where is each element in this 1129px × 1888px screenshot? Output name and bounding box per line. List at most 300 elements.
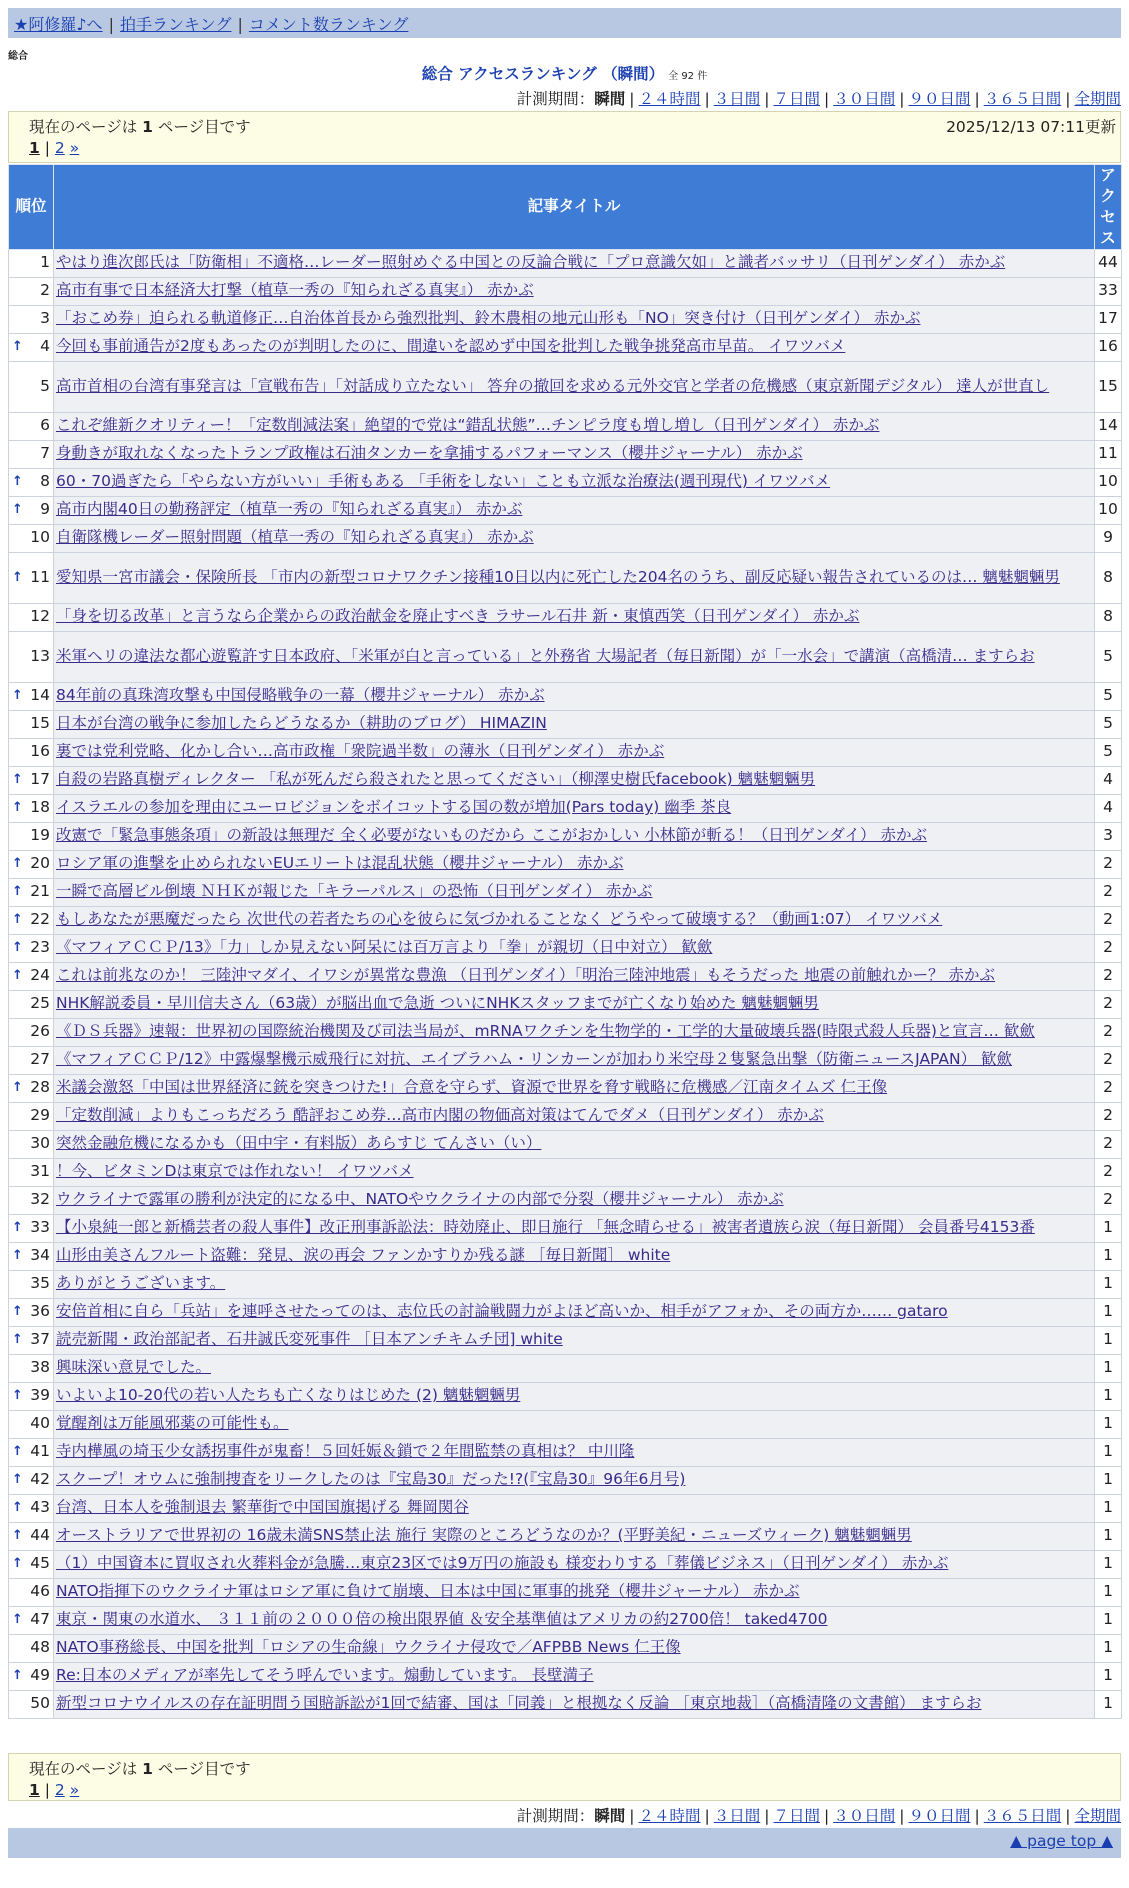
rank-cell [9, 738, 54, 766]
access-count: 5 [1095, 682, 1122, 710]
period-link[interactable]: ３０日間 [833, 90, 896, 108]
access-count: 8 [1095, 552, 1122, 603]
period-separator: | [974, 1807, 980, 1825]
access-count: 4 [1095, 794, 1122, 822]
article-title-link[interactable]: これは前兆なのか！ 三陸沖マダイ、イワシが異常な豊漁 （日刊ゲンダイ）「明治三陸沖地震」もそうだった 地震の前触れかー？ 赤かぶ [56, 966, 996, 985]
period-link[interactable]: 全期間 [1074, 90, 1121, 108]
rank-number: 43 [30, 1498, 50, 1517]
access-count: 5 [1095, 631, 1122, 682]
table-row [9, 603, 1122, 631]
title-cell [54, 440, 1095, 468]
article-title-link[interactable]: 自殺の岩路真樹ディレクター 「私が死んだら殺されたと思ってください」（柳澤史樹氏facebook) 魑魅魍魎男 [56, 770, 816, 789]
article-title-link[interactable]: 台湾、日本人を強制退去 繁華街で中国国旗掲げる 舞岡関谷 [56, 1498, 469, 1517]
access-count: 1 [1095, 1466, 1122, 1494]
access-count: 2 [1095, 906, 1122, 934]
title-cell [54, 934, 1095, 962]
table-header-row [9, 165, 1122, 250]
article-title-link[interactable]: 読売新聞・政治部記者、石井誠氏変死事件 ［日本アンチキムチ団] white [56, 1330, 563, 1349]
access-count: 3 [1095, 822, 1122, 850]
page-top-link[interactable]: ▲ page top ▲ [1010, 1832, 1113, 1850]
table-row [9, 1494, 1122, 1522]
article-title-link[interactable]: NHK解説委員・早川信夫さん（63歳）が脳出血で急逝 ついにNHKスタッフまでが亡くなり始めた 魑魅魍魎男 [56, 994, 819, 1013]
table-row [9, 1690, 1122, 1718]
period-link[interactable]: ７日間 [773, 1807, 820, 1825]
access-count: 2 [1095, 1186, 1122, 1214]
clap-ranking-link[interactable]: 拍手ランキング [119, 15, 232, 34]
title-cell [54, 738, 1095, 766]
article-title-link[interactable]: 高市首相の台湾有事発言は「宣戦布告」「対話成り立たない」 答弁の撤回を求める元外交官と学者の危機感（東京新聞デジタル） 達人が世直し [56, 376, 1050, 395]
article-title-link[interactable]: 興味深い意見でした。 [56, 1358, 212, 1377]
rank-number: 5 [40, 376, 50, 395]
access-count: 2 [1095, 1102, 1122, 1130]
article-title-link[interactable]: イスラエルの参加を理由にユーロビジョンをボイコットする国の数が増加(Pars today) 幽季 茶良 [56, 798, 732, 817]
title-cell [54, 1018, 1095, 1046]
table-row [9, 710, 1122, 738]
pager-box-bottom [8, 1753, 1121, 1801]
period-separator: | [704, 1807, 710, 1825]
rank-number: 7 [40, 444, 50, 463]
rank-number: 50 [30, 1694, 50, 1713]
title-cell [54, 1102, 1095, 1130]
access-count: 2 [1095, 990, 1122, 1018]
access-count: 1 [1095, 1214, 1122, 1242]
rank-cell [9, 794, 54, 822]
article-title-link[interactable]: ウクライナで露軍の勝利が決定的になる中、NATOやウクライナの内部で分裂（櫻井ジャーナル） 赤かぶ [56, 1190, 784, 1209]
article-title-link[interactable]: NATO指揮下のウクライナ軍はロシア軍に負けて崩壊、日本は中国に軍事的挑発（櫻井ジャーナル） 赤かぶ [56, 1582, 800, 1601]
table-row [9, 766, 1122, 794]
table-row [9, 1410, 1122, 1438]
title-cell [54, 305, 1095, 333]
period-selector-top [517, 87, 1121, 109]
rank-cell [9, 1662, 54, 1690]
rank-number: 33 [30, 1218, 50, 1237]
title-cell [54, 766, 1095, 794]
rank-cell [9, 1326, 54, 1354]
access-count: 1 [1095, 1494, 1122, 1522]
page-1-current: 1 [29, 1781, 40, 1799]
rank-cell [9, 1494, 54, 1522]
rank-cell [9, 440, 54, 468]
rank-cell [9, 468, 54, 496]
period-selector-bottom [517, 1804, 1121, 1826]
rank-number: 12 [30, 607, 50, 626]
up-arrow-icon: ↑ [12, 856, 23, 872]
up-arrow-icon: ↑ [12, 502, 23, 518]
title-cell [54, 333, 1095, 361]
rank-cell [9, 1102, 54, 1130]
article-title-link[interactable]: 裏では党利党略、化かし合い…高市政権「衆院過半数」の薄氷（日刊ゲンダイ） 赤かぶ [56, 742, 665, 761]
article-title-link[interactable]: 60・70過ぎたら「やらない方がいい」手術もある 「手術をしない」ことも立派な治療法(週刊現代) イワツバメ [56, 472, 831, 491]
article-title-link[interactable]: 日本が台湾の戦争に参加したらどうなるか（耕助のブログ） HIMAZIN [56, 714, 547, 733]
table-row [9, 990, 1122, 1018]
period-label: 計測期間： [516, 1807, 595, 1825]
page-2-link[interactable]: 2 [54, 139, 65, 157]
article-title-link[interactable]: 高市有事で日本経済大打撃（植草一秀の『知られざる真実』） 赤かぶ [56, 281, 534, 300]
up-arrow-icon: ↑ [12, 1528, 23, 1544]
access-count: 10 [1095, 496, 1122, 524]
article-title-link[interactable]: 米軍ヘリの違法な都心遊覧許す日本政府、「米軍が白と言っている」と外務省 大場記者（毎日新聞）が「一水会」で講演（高橋清… ますらお [56, 646, 1035, 665]
title-cell [54, 552, 1095, 603]
up-arrow-icon: ↑ [12, 1248, 23, 1264]
table-row [9, 361, 1122, 412]
period-link[interactable]: ３日間 [713, 1807, 761, 1825]
rank-number: 15 [30, 714, 50, 733]
access-count: 2 [1095, 1158, 1122, 1186]
table-row [9, 1466, 1122, 1494]
table-row [9, 1270, 1122, 1298]
period-link[interactable]: ３６５日間 [983, 1807, 1062, 1825]
rank-number: 41 [30, 1442, 50, 1461]
period-separator: | [764, 90, 770, 108]
article-title-link[interactable]: ！今、ビタミンDは東京では作れない！ イワツバメ [56, 1162, 414, 1181]
article-title-link[interactable]: 東京・関東の水道水、 ３１１前の２０００倍の検出限界値 ＆安全基準値はアメリカの約2700倍！ taked4700 [56, 1610, 828, 1629]
table-row [9, 1522, 1122, 1550]
access-count: 1 [1095, 1690, 1122, 1718]
table-row [9, 1214, 1122, 1242]
article-title-link[interactable]: 「定数削減」よりもこっちだろう 酷評おこめ券…高市内閣の物価高対策はてんでダメ（日刊ゲンダイ） 赤かぶ [56, 1106, 824, 1125]
table-row [9, 1130, 1122, 1158]
ranking-title: 総合 アクセスランキング （瞬間） [421, 65, 665, 83]
page-status: 現在のページは 1 ページ目です [29, 118, 251, 136]
rank-cell [9, 1606, 54, 1634]
table-row [9, 962, 1122, 990]
article-title-link[interactable]: ロシア軍の進撃を止められないEUエリートは混乱状態（櫻井ジャーナル） 赤かぶ [56, 854, 624, 873]
rank-cell [9, 249, 54, 277]
rank-number: 48 [30, 1638, 50, 1657]
access-count: 1 [1095, 1298, 1122, 1326]
table-row [9, 794, 1122, 822]
access-count: 4 [1095, 766, 1122, 794]
period-link[interactable]: ３日間 [713, 90, 761, 108]
rank-cell [9, 333, 54, 361]
access-count: 1 [1095, 1354, 1122, 1382]
period-label: 計測期間： [516, 90, 595, 108]
article-title-link[interactable]: ありがとうございます。 [56, 1274, 226, 1293]
period-link[interactable]: 全期間 [1074, 1807, 1121, 1825]
rank-number: 32 [30, 1190, 50, 1209]
rank-cell [9, 822, 54, 850]
table-row [9, 468, 1122, 496]
access-count: 1 [1095, 1326, 1122, 1354]
next-page-link[interactable]: » [69, 1781, 80, 1799]
article-title-link[interactable]: 今回も事前通告が2度もあったのが判明したのに、間違いを認めず中国を批判した戦争挑発高市早苗。 イワツバメ [56, 337, 846, 356]
access-count: 9 [1095, 524, 1122, 552]
table-row [9, 850, 1122, 878]
article-title-link[interactable]: 覚醒剤は万能風邪薬の可能性も。 [56, 1414, 289, 1433]
total-count: 全 92 件 [668, 71, 708, 82]
rank-number: 11 [30, 567, 50, 586]
rank-cell [9, 1270, 54, 1298]
table-row [9, 524, 1122, 552]
article-title-link[interactable]: （1）中国資本に買収され火葬料金が急騰…東京23区では9万円の施設も 様変わりする「葬儀ビジネス」（日刊ゲンダイ） 赤かぶ [56, 1554, 949, 1573]
rank-number: 22 [30, 910, 50, 929]
table-row [9, 906, 1122, 934]
rank-cell [9, 1522, 54, 1550]
article-title-link[interactable]: 《マフィアＣＣＰ/12》中露爆撃機示威飛行に対抗、エイブラハム・リンカーンが加わり米空母２隻緊急出撃（防衛ニュースJAPAN） 歓歛 [56, 1050, 1013, 1069]
article-title-link[interactable]: 一瞬で高層ビル倒壊 ＮＨＫが報じた「キラーパルス」の恐怖（日刊ゲンダイ） 赤かぶ [56, 882, 653, 901]
up-arrow-icon: ↑ [12, 339, 23, 355]
rank-cell [9, 524, 54, 552]
rank-number: 36 [30, 1302, 50, 1321]
period-link[interactable]: ２４時間 [638, 1807, 701, 1825]
table-row [9, 277, 1122, 305]
access-count: 1 [1095, 1522, 1122, 1550]
table-row [9, 738, 1122, 766]
rank-number: 18 [30, 798, 50, 817]
table-row [9, 249, 1122, 277]
rank-number: 16 [30, 742, 50, 761]
article-title-link[interactable]: 自衛隊機レーダー照射問題（植草一秀の『知られざる真実』） 赤かぶ [56, 528, 534, 547]
rank-cell [9, 962, 54, 990]
rank-number: 47 [30, 1610, 50, 1629]
period-current: 瞬間 [594, 1807, 626, 1825]
rank-number: 42 [30, 1470, 50, 1489]
period-separator: | [824, 90, 830, 108]
title-cell [54, 1046, 1095, 1074]
table-row [9, 1382, 1122, 1410]
article-title-link[interactable]: 米議会激怒「中国は世界経済に銃を突きつけた!」合意を守らず、資源で世界を脅す戦略に危機感／江南タイムズ 仁王像 [56, 1078, 888, 1097]
rank-cell [9, 682, 54, 710]
article-title-link[interactable]: 愛知県一宮市議会・保険所長 「市内の新型コロナワクチン接種10日以内に死亡した204名のうち、副反応疑い報告されているのは… 魑魅魍魎男 [56, 567, 1060, 586]
title-cell [54, 710, 1095, 738]
rank-number: 27 [30, 1050, 50, 1069]
rank-cell [9, 1578, 54, 1606]
rank-number: 8 [40, 472, 50, 491]
rank-cell [9, 766, 54, 794]
period-link[interactable]: ９０日間 [908, 1807, 971, 1825]
article-title-link[interactable]: 高市内閣40日の勤務評定（植草一秀の『知られざる真実』） 赤かぶ [56, 500, 523, 519]
up-arrow-icon: ↑ [12, 1080, 23, 1096]
rank-cell [9, 1690, 54, 1718]
article-title-link[interactable]: 「身を切る改革」と言うなら企業からの政治献金を廃止すべき ラサール石井 新・東慎西笑（日刊ゲンダイ） 赤かぶ [56, 607, 860, 626]
next-page-link[interactable]: » [69, 139, 80, 157]
title-cell [54, 1634, 1095, 1662]
period-link[interactable]: ３６５日間 [983, 90, 1062, 108]
article-title-link[interactable]: 安倍首相に自ら「兵站」を連呼させたってのは、志位氏の討論戦闘力がよほど高いか、相手がアフォか、その両方か…… gataro [56, 1302, 948, 1321]
period-link[interactable]: ９０日間 [908, 90, 971, 108]
period-current: 瞬間 [594, 90, 626, 108]
table-row [9, 496, 1122, 524]
article-title-link[interactable]: 【小泉純一郎と新橋芸者の殺人事件】改正刑事訴訟法：時効廃止、即日施行 「無念晴らせる」被害者遺族ら涙（毎日新聞） 会員番号4153番 [56, 1218, 1035, 1237]
access-count: 2 [1095, 934, 1122, 962]
access-count: 1 [1095, 1606, 1122, 1634]
nav-separator: | [108, 15, 114, 34]
rank-column-header: 順位 [9, 165, 54, 250]
table-row [9, 333, 1122, 361]
table-row [9, 1326, 1122, 1354]
article-title-link[interactable]: Re:日本のメディアが率先してそう呼んでいます。煽動しています。 長壁満子 [56, 1666, 594, 1685]
access-count: 10 [1095, 468, 1122, 496]
rank-number: 9 [40, 500, 50, 519]
period-separator: | [764, 1807, 770, 1825]
rank-cell [9, 1046, 54, 1074]
up-arrow-icon: ↑ [12, 772, 23, 788]
rank-number: 13 [30, 646, 50, 665]
table-row [9, 1102, 1122, 1130]
period-link[interactable]: ７日間 [773, 90, 820, 108]
access-count: 1 [1095, 1410, 1122, 1438]
article-title-link[interactable]: 山形由美さんフルート盗難：発見、涙の再会 ファンかすりか残る謎 ［毎日新聞］ white [56, 1246, 671, 1265]
article-title-link[interactable]: 身動きが取れなくなったトランプ政権は石油タンカーを拿捕するパフォーマンス（櫻井ジャーナル） 赤かぶ [56, 444, 803, 463]
rank-number: 28 [30, 1078, 50, 1097]
period-separator: | [704, 90, 710, 108]
period-link[interactable]: ３０日間 [833, 1807, 896, 1825]
rank-cell [9, 1354, 54, 1382]
rank-number: 37 [30, 1330, 50, 1349]
rank-cell [9, 1018, 54, 1046]
table-row [9, 440, 1122, 468]
article-title-link[interactable]: NATO事務総長、中国を批判「ロシアの生命線」ウクライナ侵攻で／AFPBB News 仁王像 [56, 1638, 681, 1657]
rank-number: 26 [30, 1022, 50, 1041]
rank-cell [9, 1438, 54, 1466]
title-cell [54, 1466, 1095, 1494]
rank-number: 1 [40, 253, 50, 272]
access-count: 11 [1095, 440, 1122, 468]
table-row [9, 1550, 1122, 1578]
title-cell [54, 1382, 1095, 1410]
table-row [9, 1634, 1122, 1662]
title-cell [54, 906, 1095, 934]
rank-cell [9, 1214, 54, 1242]
title-cell [54, 603, 1095, 631]
period-link[interactable]: ２４時間 [638, 90, 701, 108]
up-arrow-icon: ↑ [12, 940, 23, 956]
rank-number: 49 [30, 1666, 50, 1685]
title-cell [54, 1298, 1095, 1326]
pager-box-top [8, 111, 1121, 163]
article-title-link[interactable]: 《ＤＳ兵器》速報：世界初の国際統治機関及び司法当局が、mRNAワクチンを生物学的・工学的大量破壊兵器(時限式殺人兵器)と宣言… 歓歛 [56, 1022, 1035, 1041]
up-arrow-icon: ↑ [12, 569, 23, 585]
title-cell [54, 277, 1095, 305]
article-title-link[interactable]: やはり進次郎氏は「防衛相」不適格…レーダー照射めぐる中国との反論合戦に「プロ意識欠如」と識者バッサリ（日刊ゲンダイ） 赤かぶ [56, 253, 1006, 272]
rank-cell [9, 990, 54, 1018]
table-row [9, 1186, 1122, 1214]
pagination: 1 | 2 » [29, 139, 80, 157]
rank-number: 45 [30, 1554, 50, 1573]
rank-number: 40 [30, 1414, 50, 1433]
rank-cell [9, 361, 54, 412]
rank-number: 20 [30, 854, 50, 873]
title-cell [54, 361, 1095, 412]
title-cell [54, 850, 1095, 878]
table-row [9, 682, 1122, 710]
up-arrow-icon: ↑ [12, 1444, 23, 1460]
ranking-table-body [9, 249, 1122, 1718]
table-row [9, 1018, 1122, 1046]
article-title-link[interactable]: 新型コロナウイルスの存在証明問う国賠訴訟が1回で結審、国は「同義」と根拠なく反論 ［東京地裁］（高橋清隆の文書館） ますらお [56, 1694, 982, 1713]
rank-number: 25 [30, 994, 50, 1013]
article-title-link[interactable]: 突然金融危機になるかも（田中宇・有料版）あらすじ てんさい（い） [56, 1134, 542, 1153]
article-title-link[interactable]: これぞ維新クオリティー！「定数削減法案」絶望的で党は“錯乱状態”…チンピラ度も増し増し（日刊ゲンダイ） 赤かぶ [56, 416, 880, 435]
access-count: 2 [1095, 962, 1122, 990]
title-cell [54, 682, 1095, 710]
rank-number: 34 [30, 1246, 50, 1265]
article-title-link[interactable]: 改憲で「緊急事態条項」の新設は無理だ 全く必要がないものだから ここがおかしい 小林節が斬る！（日刊ゲンダイ） 赤かぶ [56, 826, 927, 845]
updated-timestamp: 2025/12/13 07:11更新 [946, 118, 1116, 136]
article-title-link[interactable]: オーストラリアで世界初の 16歳未満SNS禁止法 施行 実際のところどうなのか？(平野美紀・ニューズウィーク) 魑魅魍魎男 [56, 1526, 912, 1545]
up-arrow-icon: ↑ [12, 968, 23, 984]
rank-cell [9, 1634, 54, 1662]
access-count: 1 [1095, 1242, 1122, 1270]
period-separator: | [629, 1807, 635, 1825]
title-cell [54, 631, 1095, 682]
table-row [9, 552, 1122, 603]
title-cell [54, 1186, 1095, 1214]
up-arrow-icon: ↑ [12, 1304, 23, 1320]
rank-cell [9, 412, 54, 440]
ranking-table [8, 164, 1122, 1719]
comment-ranking-link[interactable]: コメント数ランキング [248, 15, 409, 34]
rank-number: 19 [30, 826, 50, 845]
title-cell [54, 1522, 1095, 1550]
rank-number: 6 [40, 416, 50, 435]
rank-cell [9, 277, 54, 305]
title-cell [54, 1074, 1095, 1102]
access-count: 5 [1095, 710, 1122, 738]
access-count: 1 [1095, 1270, 1122, 1298]
access-count: 1 [1095, 1634, 1122, 1662]
rank-number: 17 [30, 770, 50, 789]
title-cell [54, 1494, 1095, 1522]
title-cell [54, 496, 1095, 524]
page-2-link[interactable]: 2 [54, 1781, 65, 1799]
title-cell [54, 1438, 1095, 1466]
table-row [9, 1074, 1122, 1102]
article-title-link[interactable]: いよいよ10-20代の若い人たちも亡くなりはじめた (2) 魑魅魍魎男 [56, 1386, 521, 1405]
footer-bar [8, 1828, 1121, 1858]
article-title-link[interactable]: 《マフィアＣＣＰ/13》「力」しか見えない阿呆には百万言より「拳」が親切（日中対立） 歓歛 [56, 938, 713, 957]
table-row [9, 1662, 1122, 1690]
rank-cell [9, 1186, 54, 1214]
title-cell [54, 1606, 1095, 1634]
article-title-link[interactable]: もしあなたが悪魔だったら 次世代の若者たちの心を彼らに気づかれることなく どうやって破壊する？（動画1:07） イワツバメ [56, 910, 943, 929]
rank-cell [9, 631, 54, 682]
page-title [0, 62, 1129, 84]
table-row [9, 1046, 1122, 1074]
home-link[interactable]: ★阿修羅♪へ [14, 15, 103, 34]
nav-separator: | [237, 15, 243, 34]
up-arrow-icon: ↑ [12, 1668, 23, 1684]
table-row [9, 1354, 1122, 1382]
title-cell [54, 962, 1095, 990]
article-title-link[interactable]: 寺内樺風の埼玉少女誘拐事件が鬼畜！５回妊娠＆鎖で２年間監禁の真相は？ 中川隆 [56, 1442, 635, 1461]
title-cell [54, 468, 1095, 496]
title-cell [54, 1690, 1095, 1718]
rank-cell [9, 1298, 54, 1326]
access-count: 2 [1095, 1130, 1122, 1158]
article-title-link[interactable]: 「おこめ券」迫られる軌道修正…自治体首長から強烈批判、鈴木農相の地元山形も「NO」突き付け（日刊ゲンダイ） 赤かぶ [56, 309, 921, 328]
article-title-link[interactable]: スクープ！オウムに強制捜査をリークしたのは『宝島30』だった!?(『宝島30』96年6月号) [56, 1470, 686, 1489]
rank-number: 29 [30, 1106, 50, 1125]
access-count: 17 [1095, 305, 1122, 333]
access-count: 14 [1095, 412, 1122, 440]
table-row [9, 1578, 1122, 1606]
period-separator: | [1065, 90, 1071, 108]
up-arrow-icon: ↑ [12, 1612, 23, 1628]
access-count: 2 [1095, 1046, 1122, 1074]
period-separator: | [1065, 1807, 1071, 1825]
table-row [9, 1438, 1122, 1466]
rank-cell [9, 1466, 54, 1494]
rank-cell [9, 1242, 54, 1270]
title-cell [54, 1326, 1095, 1354]
article-title-link[interactable]: 84年前の真珠湾攻撃も中国侵略戦争の一幕（櫻井ジャーナル） 赤かぶ [56, 686, 545, 705]
up-arrow-icon: ↑ [12, 1556, 23, 1572]
rank-cell [9, 906, 54, 934]
table-row [9, 305, 1122, 333]
access-count: 1 [1095, 1382, 1122, 1410]
table-row [9, 412, 1122, 440]
